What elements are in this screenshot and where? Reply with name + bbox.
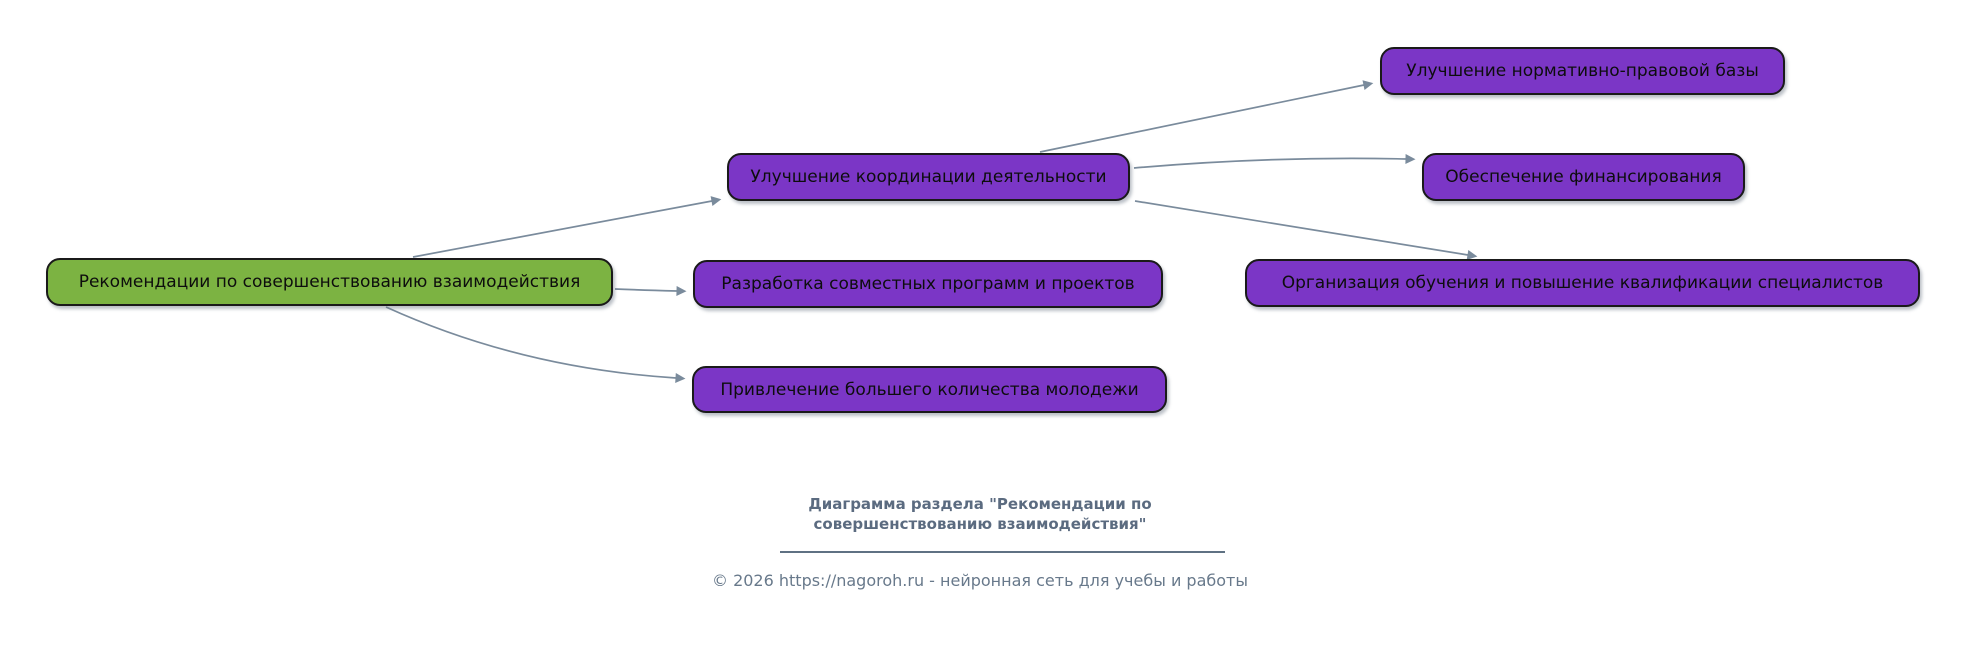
node-youth-attraction: Привлечение большего количества молодежи xyxy=(692,366,1167,413)
caption-title-line2: совершенствованию взаимодействия" xyxy=(813,515,1147,533)
edge-root-to-coordination xyxy=(413,201,712,257)
diagram-caption xyxy=(700,494,1260,534)
edge-coordination-to-legal xyxy=(1040,85,1364,152)
node-coordination-improvement: Улучшение координации деятельности xyxy=(727,153,1130,201)
edge-coordination-to-training xyxy=(1135,201,1468,255)
edge-root-to-programs xyxy=(615,289,677,291)
node-joint-programs: Разработка совместных программ и проектов xyxy=(693,260,1163,308)
node-specialist-training: Организация обучения и повышение квалификации специалистов xyxy=(1245,259,1920,307)
node-legal-framework: Улучшение нормативно-правовой базы xyxy=(1380,47,1785,95)
caption-title-line1: Диаграмма раздела "Рекомендации по xyxy=(808,495,1152,513)
copyright-footer: © 2026 https://nagoroh.ru - нейронная сеть для учебы и работы xyxy=(711,571,1248,590)
node-root-recommendations: Рекомендации по совершенствованию взаимодействия xyxy=(46,258,613,306)
edge-coordination-to-funding xyxy=(1134,158,1406,168)
caption-divider xyxy=(780,551,1225,553)
node-funding: Обеспечение финансирования xyxy=(1422,153,1745,201)
edge-root-to-youth xyxy=(386,307,676,378)
